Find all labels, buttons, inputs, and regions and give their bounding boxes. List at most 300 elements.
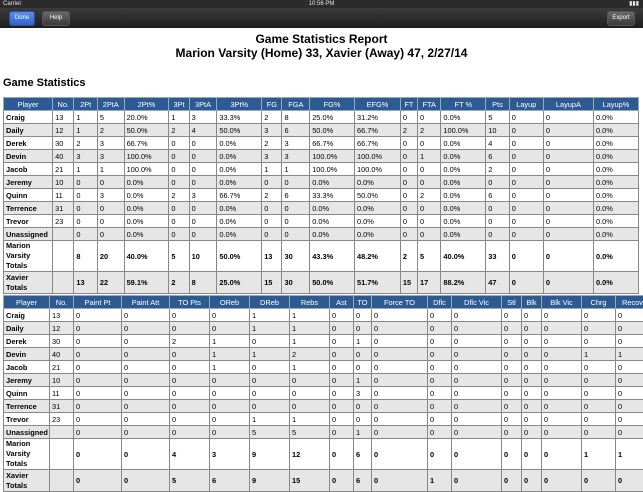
stat-cell-2pt: 3 xyxy=(74,150,97,163)
help-button[interactable]: Help xyxy=(42,11,70,26)
stat-cell-blk: 0 xyxy=(522,309,542,322)
stat-cell-dflc: 0 xyxy=(428,426,452,439)
stat-cell-rebs: 2 xyxy=(290,348,330,361)
stat-cell-no xyxy=(53,241,74,272)
column-header-dflc: Dflc xyxy=(428,296,452,309)
stat-cell-recov: 0 xyxy=(616,400,643,413)
stat-cell-dflc-vic: 0 xyxy=(452,426,502,439)
stat-cell-fg: 2 xyxy=(262,189,282,202)
stat-cell-dflc: 0 xyxy=(428,387,452,400)
stat-cell-2pta: 5 xyxy=(97,111,124,124)
stat-cell-paint-pt: 0 xyxy=(74,439,122,470)
stat-cell-paint-pt: 0 xyxy=(74,387,122,400)
stat-cell-no: 13 xyxy=(53,111,74,124)
stat-cell-chrg: 0 xyxy=(582,400,616,413)
stat-cell-recov: 0 xyxy=(616,426,643,439)
table-row xyxy=(4,322,643,335)
stat-cell-2pt: 0 xyxy=(74,189,97,202)
column-header-layupa: LayupA xyxy=(543,98,593,111)
player-name-cell: Quinn xyxy=(4,387,50,400)
stat-cell-2pt: 13 xyxy=(74,272,97,294)
export-button[interactable]: Export xyxy=(607,11,635,26)
stat-cell-layupa: 0 xyxy=(543,176,593,189)
stat-cell-rebs: 1 xyxy=(290,322,330,335)
stat-cell-layuppct: 0.0% xyxy=(594,176,639,189)
stat-cell-pts: 2 xyxy=(486,163,509,176)
table-row xyxy=(4,335,643,348)
stat-cell-paint-pt: 0 xyxy=(74,470,122,492)
stat-cell-chrg: 1 xyxy=(582,439,616,470)
stat-cell-3pt: 0 xyxy=(169,163,189,176)
stat-cell-layup: 0 xyxy=(509,241,543,272)
column-header-paint-att: Paint Att xyxy=(122,296,170,309)
stat-cell-3pt: 0 xyxy=(169,228,189,241)
stat-cell-fgpct: 33.3% xyxy=(310,189,355,202)
stat-cell-fga: 30 xyxy=(282,241,310,272)
stat-cell-blk: 0 xyxy=(522,374,542,387)
stat-cell-no: 21 xyxy=(53,163,74,176)
stat-cell-chrg: 1 xyxy=(582,348,616,361)
player-name-cell: Terrence xyxy=(4,400,50,413)
table-row xyxy=(4,163,639,176)
stat-cell-recov: 0 xyxy=(616,322,643,335)
status-time: 10:56 PM xyxy=(0,0,643,8)
player-name-cell: Marion Varsity Totals xyxy=(4,439,50,470)
stat-cell-blk-vic: 0 xyxy=(542,387,582,400)
stat-cell-rebs: 1 xyxy=(290,361,330,374)
stat-cell-2pt: 2 xyxy=(74,137,97,150)
stat-cell-rebs: 5 xyxy=(290,426,330,439)
stat-cell-dflc-vic: 0 xyxy=(452,309,502,322)
stat-cell-2ptpct: 0.0% xyxy=(124,202,169,215)
column-header-dreb: DReb xyxy=(250,296,290,309)
stat-cell-fg: 0 xyxy=(262,202,282,215)
stat-cell-3pta: 3 xyxy=(189,111,217,124)
player-name-cell: Terrence xyxy=(4,202,53,215)
stat-cell-ft: 2 xyxy=(400,124,417,137)
stat-cell-3pta: 8 xyxy=(189,272,217,294)
stat-cell-fg: 0 xyxy=(262,176,282,189)
column-header-3pt: 3Pt xyxy=(169,98,189,111)
stat-cell-dflc-vic: 0 xyxy=(452,348,502,361)
stat-cell-fgpct: 50.0% xyxy=(310,272,355,294)
stat-cell-paint-pt: 0 xyxy=(74,374,122,387)
stat-cell-2pta: 3 xyxy=(97,137,124,150)
stat-cell-blk: 0 xyxy=(522,322,542,335)
stat-cell-fgpct: 25.0% xyxy=(310,111,355,124)
totals-row xyxy=(4,241,639,272)
stat-cell-layup: 0 xyxy=(509,272,543,294)
totals-row xyxy=(4,272,639,294)
stat-cell-chrg: 0 xyxy=(582,387,616,400)
stat-cell-to: 6 xyxy=(354,439,372,470)
stat-cell-2pta: 0 xyxy=(97,202,124,215)
stat-cell-force-to: 0 xyxy=(372,335,428,348)
stat-cell-to-pts: 0 xyxy=(170,387,210,400)
stat-cell-dflc-vic: 0 xyxy=(452,335,502,348)
stat-cell-no: 30 xyxy=(50,335,74,348)
stat-cell-fga: 1 xyxy=(282,163,310,176)
stat-cell-rebs: 15 xyxy=(290,470,330,492)
stat-cell-layuppct: 0.0% xyxy=(594,202,639,215)
stat-cell-fta: 0 xyxy=(417,202,440,215)
stat-cell-3pta: 4 xyxy=(189,124,217,137)
stat-cell-layupa: 0 xyxy=(543,272,593,294)
column-header-blk: Blk xyxy=(522,296,542,309)
stat-cell-ft-pct: 0.0% xyxy=(441,163,486,176)
stat-cell-3pt: 0 xyxy=(169,137,189,150)
stat-cell-3pta: 3 xyxy=(189,189,217,202)
stat-cell-efgpct: 50.0% xyxy=(355,189,401,202)
stat-cell-paint-att: 0 xyxy=(122,309,170,322)
stat-cell-3pta: 0 xyxy=(189,215,217,228)
stat-cell-dflc: 0 xyxy=(428,374,452,387)
stat-cell-2pt: 0 xyxy=(74,202,97,215)
stat-cell-3pta: 0 xyxy=(189,163,217,176)
stat-cell-pts: 4 xyxy=(486,137,509,150)
stat-cell-2pt: 0 xyxy=(74,228,97,241)
column-header-efgpct: EFG% xyxy=(355,98,401,111)
stat-cell-stl: 0 xyxy=(502,387,522,400)
stat-cell-stl: 0 xyxy=(502,426,522,439)
column-header-layup: Layup xyxy=(509,98,543,111)
stat-cell-efgpct: 100.0% xyxy=(355,163,401,176)
stat-cell-2pt: 0 xyxy=(74,215,97,228)
stat-cell-blk: 0 xyxy=(522,348,542,361)
stat-cell-fga: 8 xyxy=(282,111,310,124)
player-name-cell: Daily xyxy=(4,322,50,335)
stat-cell-2pt: 8 xyxy=(74,241,97,272)
column-header-ast: Ast xyxy=(330,296,354,309)
stat-cell-blk-vic: 0 xyxy=(542,400,582,413)
stat-cell-2pta: 0 xyxy=(97,176,124,189)
stat-cell-dreb: 0 xyxy=(250,335,290,348)
stat-cell-blk-vic: 0 xyxy=(542,335,582,348)
stat-cell-2pta: 0 xyxy=(97,215,124,228)
stat-cell-fg: 0 xyxy=(262,215,282,228)
stat-cell-no: 10 xyxy=(50,374,74,387)
stat-cell-force-to: 0 xyxy=(372,413,428,426)
stat-cell-pts: 10 xyxy=(486,124,509,137)
player-name-cell: Jeremy xyxy=(4,374,50,387)
toolbar xyxy=(0,8,643,28)
stat-cell-recov: 0 xyxy=(616,387,643,400)
stat-cell-ft: 0 xyxy=(400,215,417,228)
stat-cell-dreb: 1 xyxy=(250,348,290,361)
stat-cell-layup: 0 xyxy=(509,202,543,215)
stat-cell-to-pts: 0 xyxy=(170,348,210,361)
stat-cell-dreb: 0 xyxy=(250,400,290,413)
stat-cell-ft-pct: 0.0% xyxy=(441,215,486,228)
table-row xyxy=(4,189,639,202)
stat-cell-pts: 6 xyxy=(486,150,509,163)
table-row xyxy=(4,387,643,400)
stat-cell-ast: 0 xyxy=(330,361,354,374)
stat-cell-layupa: 0 xyxy=(543,215,593,228)
section-title: Game Statistics xyxy=(3,77,86,89)
stat-cell-chrg: 0 xyxy=(582,309,616,322)
stat-cell-ft: 15 xyxy=(400,272,417,294)
stat-cell-paint-att: 0 xyxy=(122,426,170,439)
stat-cell-2pta: 1 xyxy=(97,163,124,176)
stat-cell-fgpct: 66.7% xyxy=(310,137,355,150)
stat-cell-force-to: 0 xyxy=(372,374,428,387)
stat-cell-2ptpct: 40.0% xyxy=(124,241,169,272)
stat-cell-blk: 0 xyxy=(522,413,542,426)
done-button[interactable]: Done xyxy=(9,11,35,26)
stat-cell-blk-vic: 0 xyxy=(542,439,582,470)
stat-cell-force-to: 0 xyxy=(372,470,428,492)
stat-cell-oreb: 0 xyxy=(210,426,250,439)
stat-cell-dreb: 1 xyxy=(250,309,290,322)
stat-cell-ft-pct: 0.0% xyxy=(441,176,486,189)
stat-cell-force-to: 0 xyxy=(372,361,428,374)
stat-cell-layup: 0 xyxy=(509,111,543,124)
stat-cell-paint-att: 0 xyxy=(122,470,170,492)
stat-cell-oreb: 0 xyxy=(210,374,250,387)
stat-cell-to: 3 xyxy=(354,387,372,400)
stat-cell-to: 0 xyxy=(354,400,372,413)
stat-cell-fga: 0 xyxy=(282,176,310,189)
stat-cell-ast: 0 xyxy=(330,426,354,439)
player-name-cell: Trevor xyxy=(4,215,53,228)
stat-cell-to: 1 xyxy=(354,335,372,348)
player-name-cell: Quinn xyxy=(4,189,53,202)
stat-cell-paint-pt: 0 xyxy=(74,400,122,413)
table-row xyxy=(4,228,639,241)
stat-cell-dflc: 0 xyxy=(428,348,452,361)
stat-cell-3pt: 2 xyxy=(169,189,189,202)
stat-cell-2pta: 22 xyxy=(97,272,124,294)
stat-cell-layuppct: 0.0% xyxy=(594,111,639,124)
stat-cell-rebs: 0 xyxy=(290,387,330,400)
stat-cell-2ptpct: 20.0% xyxy=(124,111,169,124)
stat-cell-3ptpct: 25.0% xyxy=(217,272,262,294)
stat-cell-blk-vic: 0 xyxy=(542,361,582,374)
stat-cell-stl: 0 xyxy=(502,374,522,387)
stat-cell-ast: 0 xyxy=(330,348,354,361)
stat-cell-paint-pt: 0 xyxy=(74,426,122,439)
stat-cell-blk: 0 xyxy=(522,470,542,492)
stat-cell-to: 1 xyxy=(354,426,372,439)
stat-cell-efgpct: 0.0% xyxy=(355,202,401,215)
column-header-2pt: 2Pt xyxy=(74,98,97,111)
stat-cell-layup: 0 xyxy=(509,137,543,150)
stat-cell-2pta: 3 xyxy=(97,189,124,202)
stat-cell-2ptpct: 66.7% xyxy=(124,137,169,150)
stat-cell-to: 0 xyxy=(354,309,372,322)
stat-cell-fgpct: 0.0% xyxy=(310,228,355,241)
stat-cell-rebs: 1 xyxy=(290,413,330,426)
stat-cell-rebs: 1 xyxy=(290,309,330,322)
player-name-cell: Derek xyxy=(4,335,50,348)
stat-cell-oreb: 0 xyxy=(210,413,250,426)
stat-cell-paint-pt: 0 xyxy=(74,309,122,322)
player-name-cell: Jacob xyxy=(4,361,50,374)
column-header-fg: FG xyxy=(262,98,282,111)
stat-cell-3ptpct: 0.0% xyxy=(217,202,262,215)
stat-cell-chrg: 0 xyxy=(582,413,616,426)
stat-cell-dflc: 0 xyxy=(428,361,452,374)
stat-cell-dreb: 1 xyxy=(250,413,290,426)
stat-cell-3pt: 0 xyxy=(169,215,189,228)
stat-cell-fga: 3 xyxy=(282,137,310,150)
stat-cell-layupa: 0 xyxy=(543,228,593,241)
stat-cell-3ptpct: 0.0% xyxy=(217,163,262,176)
stat-cell-recov: 0 xyxy=(616,470,643,492)
stat-cell-blk: 0 xyxy=(522,361,542,374)
player-name-cell: Xavier Totals xyxy=(4,272,53,294)
stat-cell-no xyxy=(50,426,74,439)
stat-cell-fta: 0 xyxy=(417,111,440,124)
stat-cell-dreb: 9 xyxy=(250,470,290,492)
stat-cell-stl: 0 xyxy=(502,413,522,426)
stat-cell-fg: 3 xyxy=(262,124,282,137)
stat-cell-efgpct: 48.2% xyxy=(355,241,401,272)
stat-cell-layup: 0 xyxy=(509,150,543,163)
stat-cell-no xyxy=(50,470,74,492)
stat-cell-stl: 0 xyxy=(502,439,522,470)
stat-cell-recov: 1 xyxy=(616,439,643,470)
stat-cell-pts: 6 xyxy=(486,189,509,202)
stat-cell-chrg: 0 xyxy=(582,335,616,348)
report-title: Game Statistics Report xyxy=(0,32,643,46)
stat-cell-paint-pt: 0 xyxy=(74,322,122,335)
player-name-cell: Devin xyxy=(4,348,50,361)
stat-cell-paint-att: 0 xyxy=(122,387,170,400)
stat-cell-to: 0 xyxy=(354,413,372,426)
stat-cell-recov: 0 xyxy=(616,413,643,426)
stat-cell-pts: 0 xyxy=(486,215,509,228)
stat-cell-2pta: 0 xyxy=(97,228,124,241)
stat-cell-paint-att: 0 xyxy=(122,335,170,348)
stat-cell-stl: 0 xyxy=(502,470,522,492)
stat-cell-ast: 0 xyxy=(330,374,354,387)
stat-cell-ft: 0 xyxy=(400,189,417,202)
stat-cell-3pt: 0 xyxy=(169,150,189,163)
shooting-stats-table xyxy=(3,97,639,294)
stat-cell-oreb: 1 xyxy=(210,348,250,361)
stat-cell-stl: 0 xyxy=(502,348,522,361)
stat-cell-chrg: 0 xyxy=(582,322,616,335)
stat-cell-ft-pct: 88.2% xyxy=(441,272,486,294)
stat-cell-blk-vic: 0 xyxy=(542,413,582,426)
table-row xyxy=(4,124,639,137)
player-name-cell: Jeremy xyxy=(4,176,53,189)
stat-cell-to: 0 xyxy=(354,348,372,361)
stat-cell-to: 6 xyxy=(354,470,372,492)
stat-cell-to-pts: 0 xyxy=(170,400,210,413)
stat-cell-ft-pct: 0.0% xyxy=(441,150,486,163)
stat-cell-blk: 0 xyxy=(522,400,542,413)
stat-cell-2ptpct: 0.0% xyxy=(124,176,169,189)
stat-cell-layup: 0 xyxy=(509,163,543,176)
stat-cell-fta: 0 xyxy=(417,163,440,176)
stat-cell-layupa: 0 xyxy=(543,163,593,176)
stat-cell-to: 0 xyxy=(354,361,372,374)
stat-cell-chrg: 0 xyxy=(582,374,616,387)
column-header-force-to: Force TO xyxy=(372,296,428,309)
stat-cell-paint-att: 0 xyxy=(122,348,170,361)
stat-cell-layupa: 0 xyxy=(543,189,593,202)
stat-cell-force-to: 0 xyxy=(372,426,428,439)
stat-cell-rebs: 1 xyxy=(290,335,330,348)
stat-cell-fgpct: 100.0% xyxy=(310,163,355,176)
stat-cell-stl: 0 xyxy=(502,335,522,348)
stat-cell-no: 40 xyxy=(53,150,74,163)
stat-cell-fg: 15 xyxy=(262,272,282,294)
column-header-to-pts: TO Pts xyxy=(170,296,210,309)
stat-cell-oreb: 0 xyxy=(210,309,250,322)
column-header-3pta: 3PtA xyxy=(189,98,217,111)
report-subtitle: Marion Varsity (Home) 33, Xavier (Away) 47, 2/27/14 xyxy=(0,46,643,60)
stat-cell-fga: 0 xyxy=(282,215,310,228)
column-header-pts: Pts xyxy=(486,98,509,111)
column-header-3ptpct: 3Pt% xyxy=(217,98,262,111)
stat-cell-2ptpct: 100.0% xyxy=(124,163,169,176)
table-row xyxy=(4,137,639,150)
stat-cell-2ptpct: 50.0% xyxy=(124,124,169,137)
stat-cell-ft: 0 xyxy=(400,176,417,189)
stat-cell-pts: 5 xyxy=(486,111,509,124)
table-row xyxy=(4,413,643,426)
stat-cell-pts: 33 xyxy=(486,241,509,272)
stat-cell-2ptpct: 0.0% xyxy=(124,215,169,228)
stat-cell-dflc: 0 xyxy=(428,413,452,426)
stat-cell-blk-vic: 0 xyxy=(542,309,582,322)
stat-cell-layupa: 0 xyxy=(543,137,593,150)
stat-cell-2ptpct: 0.0% xyxy=(124,189,169,202)
stat-cell-stl: 0 xyxy=(502,361,522,374)
column-header-fga: FGA xyxy=(282,98,310,111)
stat-cell-fga: 3 xyxy=(282,150,310,163)
column-header-stl: Stl xyxy=(502,296,522,309)
stat-cell-to-pts: 0 xyxy=(170,426,210,439)
player-name-cell: Derek xyxy=(4,137,53,150)
player-name-cell: Jacob xyxy=(4,163,53,176)
stat-cell-no: 23 xyxy=(53,215,74,228)
stat-cell-no: 31 xyxy=(50,400,74,413)
stat-cell-fta: 2 xyxy=(417,124,440,137)
player-name-cell: Devin xyxy=(4,150,53,163)
stat-cell-no: 23 xyxy=(50,413,74,426)
stat-cell-ft: 0 xyxy=(400,163,417,176)
stat-cell-3ptpct: 50.0% xyxy=(217,241,262,272)
stat-cell-layup: 0 xyxy=(509,124,543,137)
stat-cell-paint-att: 0 xyxy=(122,374,170,387)
stat-cell-efgpct: 100.0% xyxy=(355,150,401,163)
table-header-row xyxy=(4,296,643,309)
stat-cell-recov: 0 xyxy=(616,361,643,374)
stat-cell-recov: 0 xyxy=(616,374,643,387)
table-row xyxy=(4,400,643,413)
stat-cell-2pta: 3 xyxy=(97,150,124,163)
status-bar xyxy=(0,0,643,8)
stat-cell-fta: 2 xyxy=(417,189,440,202)
stat-cell-3ptpct: 0.0% xyxy=(217,228,262,241)
player-name-cell: Craig xyxy=(4,111,53,124)
stat-cell-dflc-vic: 0 xyxy=(452,439,502,470)
stat-cell-force-to: 0 xyxy=(372,309,428,322)
stat-cell-ft: 0 xyxy=(400,202,417,215)
stat-cell-fta: 0 xyxy=(417,215,440,228)
stat-cell-dreb: 0 xyxy=(250,387,290,400)
table-row xyxy=(4,348,643,361)
stat-cell-layup: 0 xyxy=(509,176,543,189)
stat-cell-layuppct: 0.0% xyxy=(594,189,639,202)
stat-cell-ast: 0 xyxy=(330,400,354,413)
stat-cell-no: 12 xyxy=(53,124,74,137)
